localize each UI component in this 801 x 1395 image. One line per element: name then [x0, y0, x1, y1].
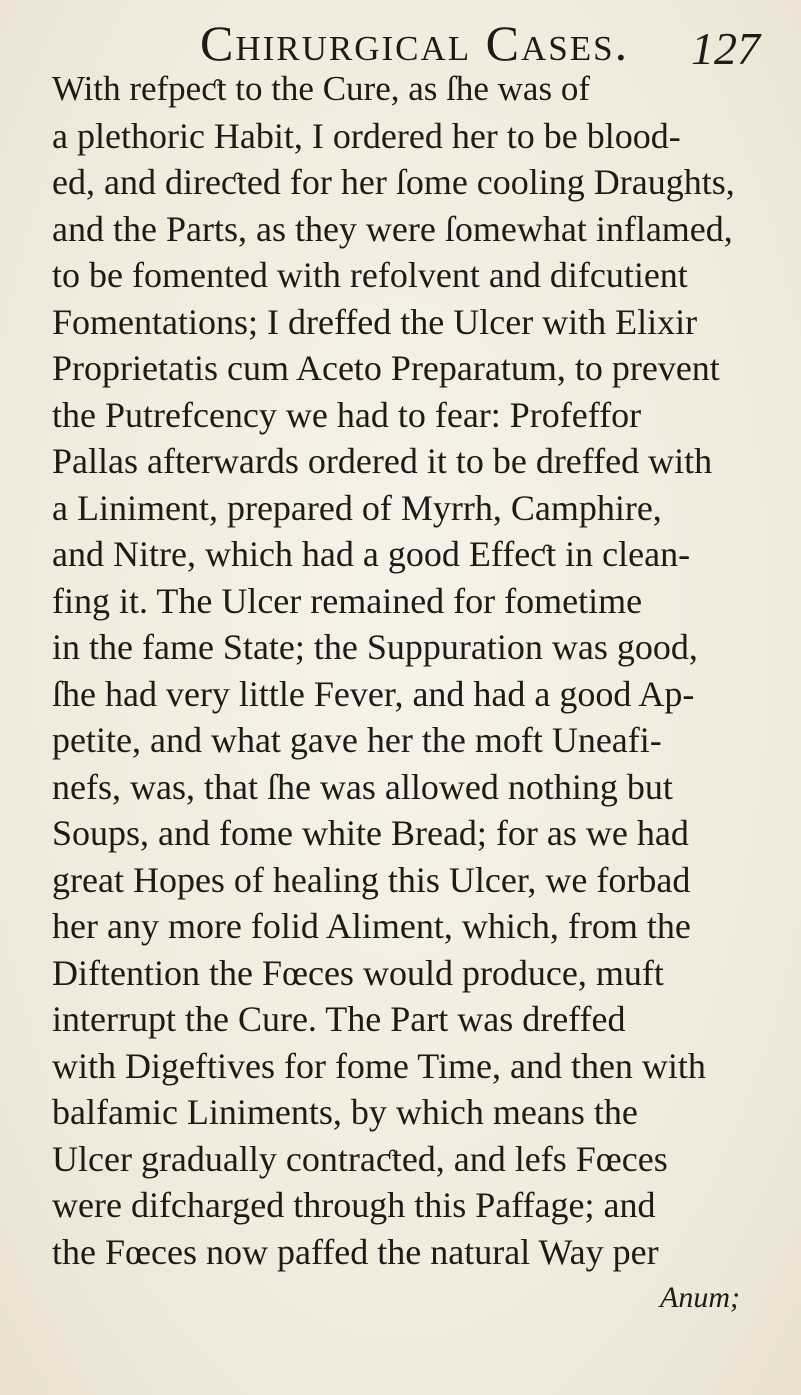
text-line-12: fing it. The Ulcer remained for fometime [52, 580, 643, 621]
text-line-9: Pallas afterwards ordered it to be dreffed with [52, 441, 713, 481]
text-line-22: with Digeftives for fome Time, and then with [52, 1045, 706, 1086]
page-number: 127 [691, 23, 760, 74]
text-line-10: a Liniment, prepared of Myrrh, Camphire, [52, 487, 662, 528]
text-line-5: to be fomented with refolvent and difcutient [52, 255, 688, 295]
text-line-7: Proprietatis cum Aceto Preparatum, to prevent [52, 348, 720, 388]
text-line-14: ſhe had very little Fever, and had a good Ap- [52, 673, 695, 714]
text-line-16: nefs, was, that ſhe was allowed nothing but [52, 766, 673, 807]
text-line-4: and the Parts, as they were ſomewhat inflamed, [52, 208, 733, 249]
text-line-8: the Putrefcency we had to fear: Profeffor [52, 394, 642, 435]
text-line-25: were difcharged through this Paffage; and [52, 1185, 656, 1225]
text-line-17: Soups, and fome white Bread; for as we had [52, 813, 689, 853]
text-line-24: Ulcer gradually contraƈted, and lefs Fœces [52, 1138, 668, 1179]
text-line-19: her any more folid Aliment, which, from the [52, 906, 691, 946]
text-line-23: balfamic Liniments, by which means the [52, 1092, 638, 1132]
running-head: Chirurgical Cases. [200, 15, 630, 71]
text-line-6: Fomentations; I dreffed the Ulcer with Elixir [52, 301, 698, 342]
text-line-11: and Nitre, which had a good Effeƈt in clean- [52, 534, 691, 574]
catchword: Anum; [660, 1281, 740, 1314]
text-line-13: in the fame State; the Suppuration was good, [52, 627, 698, 667]
text-line-20: Diftention the Fœces would produce, muft [52, 952, 664, 993]
text-line-26: the Fœces now paffed the natural Way per [52, 1231, 659, 1272]
text-line-15: petite, and what gave her the moft Uneafi- [52, 720, 662, 760]
text-line-3: ed, and direƈted for her ſome cooling Draughts, [52, 162, 735, 202]
text-line-2: a plethoric Habit, I ordered her to be blood- [52, 115, 681, 156]
text-line-18: great Hopes of healing this Ulcer, we forbad [52, 859, 691, 900]
body-text [52, 66, 770, 1322]
text-line-1: With refpeƈt to the Cure, as ſhe was of [52, 69, 590, 108]
text-line-21: interrupt the Cure. The Part was dreffed [52, 999, 626, 1039]
